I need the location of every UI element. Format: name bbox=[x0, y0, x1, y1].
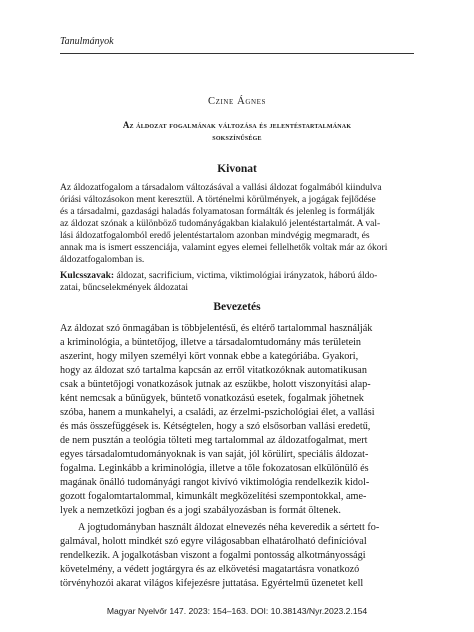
body-line: és más összefüggések is. Kétségtelen, hogy a szó elsősorban vallási eredetű, bbox=[60, 421, 371, 432]
abstract-line: az áldozat szónak a különböző tudományágakban kialakuló jelentéstartalmát. A val- bbox=[60, 218, 381, 229]
body-line: egyes társadalomtudományoknak is van saját, jól körülírt, speciális áldozat- bbox=[60, 449, 369, 460]
body-line: A jogtudományban használt áldozat elnevezés néha keveredik a sértett fo- bbox=[78, 522, 380, 533]
body-line: követelmény, a védett jogtárgyra és az elkövetési magatartásra vonatkozó bbox=[60, 564, 360, 575]
body-line: ként nemcsak a bűnügyek, büntető vonatkozású esetek, fogalmak jöhetnek bbox=[60, 393, 364, 404]
abstract-line: óriási változásokon ment keresztül. A történelmi körülmények, a jogágak fejlődése bbox=[60, 194, 376, 205]
running-header: Tanulmányok bbox=[60, 36, 114, 47]
abstract-line: Az áldozatfogalom a társadalom változásával a vallási áldozat fogalmából kiindulva bbox=[60, 182, 382, 193]
body-line: csak a büntetőjogi vonatkozások jutnak az eszükbe, holott viszonyítási alap- bbox=[60, 379, 371, 390]
abstract-line: és a társadalmi, gazdasági haladás folyamatosan formálták és jelenleg is formálják bbox=[60, 206, 375, 217]
body-line: de nem pusztán a teológia tölteti meg tartalommal az áldozatfogalmat, mert bbox=[60, 435, 368, 446]
body-line: szóba, hanem a munkahelyi, a családi, az érzelmi-pszichológiai élet, a vallási bbox=[60, 407, 375, 418]
body-line: a kriminológia, a büntetőjog, illetve a társadalomtudomány más területein bbox=[60, 337, 362, 348]
body-line: gozott fogalomtartalommal, kimunkált megközelítési szempontokkal, ame- bbox=[60, 491, 367, 502]
keywords-line: zatai, bűncselekmények áldozatai bbox=[60, 282, 189, 293]
article-title-line: Az áldozat fogalmának változása és jelentéstartalmának bbox=[122, 120, 352, 130]
keywords-text: áldozat, sacrificium, victima, viktimológiai irányzatok, háború áldo- bbox=[114, 270, 378, 281]
abstract-line: lási áldozatfogalomból eredő jelentéstartalom azonban mindvégig megmaradt, és bbox=[60, 230, 370, 241]
keywords-line bbox=[60, 270, 414, 282]
body-line: hogy az áldozat szó tartalma kapcsán az erről vitatkozóknak automatikusan bbox=[60, 365, 367, 376]
body-line: Az áldozat szó önmagában is többjelentésű, és eltérő tartalommal használják bbox=[60, 323, 373, 334]
body-line: lyek a nemzetközi jogban és a jogi szabályozásban is formát öltenek. bbox=[60, 505, 341, 516]
body-line: galmával, holott mindkét szó egyre világosabban elhatárolható definícióval bbox=[60, 536, 367, 547]
header-rule bbox=[60, 53, 414, 54]
article-title-line: sokszínűsége bbox=[212, 132, 262, 142]
page-footer: Magyar Nyelvőr 147. 2023: 154–163. DOI: 10.38143/Nyr.2023.2.154 bbox=[106, 606, 368, 616]
keywords-label: Kulcsszavak: bbox=[60, 270, 115, 281]
body-line: aszerint, hogy milyen személyi kört vonnak ebbe a kategóriába. Gyakori, bbox=[60, 351, 359, 362]
body-line: fogalma. Leginkább a kriminológia, illetve a tőle fokozatosan elkülönülő és bbox=[60, 463, 369, 474]
body-line: magának önálló tudományági rangot kivívó viktimológia rendelkezik kidol- bbox=[60, 477, 370, 488]
intro-heading: Bevezetés bbox=[213, 301, 261, 313]
abstract-line: áldozatfogalomban is. bbox=[60, 254, 145, 265]
author-name: Czine Ágnes bbox=[207, 96, 267, 107]
abstract-heading: Kivonat bbox=[217, 163, 257, 175]
body-line: rendelkezik. A jogalkotásban viszont a fogalmi pontosság alkotmányossági bbox=[60, 550, 366, 561]
body-line: törvényhozói akarat világos kifejezésre juttatása. Egyértelmű üzenetet kell bbox=[60, 578, 364, 589]
abstract-line: annak ma is ismert esszenciája, valamint egyes elemei fellelhetők voltak már az ókori bbox=[60, 242, 388, 253]
